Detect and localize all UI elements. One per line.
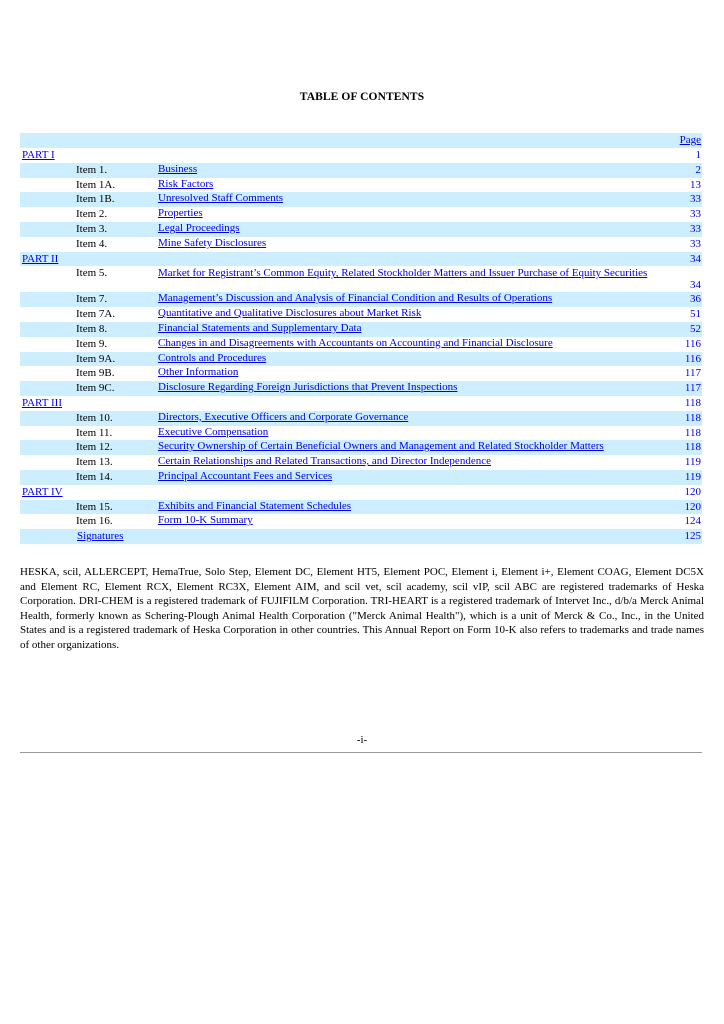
- page-column-header[interactable]: Page: [679, 134, 701, 146]
- toc-item-link[interactable]: Exhibits and Financial Statement Schedules: [158, 499, 352, 512]
- toc-page-number[interactable]: 33: [690, 193, 701, 206]
- toc-item-link[interactable]: Legal Proceedings: [158, 221, 240, 234]
- toc-item-number: Item 15.: [76, 500, 113, 513]
- toc-row: [20, 426, 702, 441]
- toc-item-number: Item 14.: [76, 470, 113, 483]
- toc-row: [20, 207, 702, 222]
- toc-page-number[interactable]: 116: [684, 337, 701, 350]
- toc-page-number[interactable]: 118: [684, 426, 701, 439]
- toc-item-number: Item 11.: [76, 426, 113, 439]
- toc-item-link[interactable]: Properties: [158, 207, 203, 220]
- toc-item-link[interactable]: Mine Safety Disclosures: [158, 236, 267, 249]
- toc-row: [20, 222, 702, 237]
- toc-page-number[interactable]: 34: [690, 279, 701, 292]
- toc-row: [20, 470, 702, 485]
- toc-item-number: Item 5.: [76, 267, 108, 280]
- toc-item-link[interactable]: Management’s Discussion and Analysis of Financial Condition and Results of Operations: [158, 292, 553, 305]
- toc-item-link[interactable]: Risk Factors: [158, 177, 214, 190]
- toc-row: [20, 178, 702, 193]
- toc-item-number: Item 9A.: [76, 352, 116, 365]
- toc-page-number[interactable]: 13: [690, 178, 701, 191]
- toc-row: [20, 163, 702, 178]
- toc-page-number[interactable]: 51: [690, 308, 701, 321]
- toc-page-number[interactable]: 117: [684, 382, 701, 395]
- toc-item-number: Item 9B.: [76, 367, 115, 380]
- toc-item-number: Item 7.: [76, 293, 108, 306]
- toc-item-link[interactable]: Executive Compensation: [158, 425, 269, 438]
- toc-row: [20, 352, 702, 367]
- toc-item-link[interactable]: Directors, Executive Officers and Corporate Governance: [158, 410, 409, 423]
- toc-part-link[interactable]: PART III: [22, 396, 62, 409]
- toc-item-link[interactable]: Quantitative and Qualitative Disclosures about Market Risk: [158, 307, 422, 320]
- toc-item-link[interactable]: Security Ownership of Certain Beneficial Owners and Management and Related Stockholder Matters: [158, 440, 604, 453]
- toc-item-number: Item 7A.: [76, 308, 116, 321]
- toc-row: [20, 440, 702, 455]
- toc-part-row: [20, 148, 702, 163]
- trademark-paragraph: HESKA, scil, ALLERCEPT, HemaTrue, Solo Step, Element DC, Element HT5, Element POC, Element i, Element i+, Element COAG, Element DC5X and Element RC, Element RCX, Element RC3X, Element AIM, and scil vet, scil academy, scil vIP, scil ABC are registered trademarks of Heska Corporation. DRI-CHEM is a registered trademark of FUJIFILM Corporation. TRI-HEART is a registered trademark of Intervet Inc., d/b/a Merck Animal Health, formerly known as Schering-Plough Animal Health Corporation ("Merck Animal Health"), which is a unit of Merck & Co., Inc., in the United States and is a registered trademark of Heska Corporation in other countries. This Annual Report on Form 10-K also refers to trademarks and trade names of other organizations.: [20, 566, 704, 651]
- toc-row: [20, 307, 702, 322]
- toc-page-number[interactable]: 34: [690, 252, 701, 265]
- toc-item-link[interactable]: Changes in and Disagreements with Accountants on Accounting and Financial Disclosure: [158, 336, 553, 349]
- toc-row: [20, 337, 702, 352]
- toc-item-number: Item 2.: [76, 208, 108, 221]
- toc-item-number: Item 13.: [76, 456, 113, 469]
- toc-item-link[interactable]: Unresolved Staff Comments: [158, 192, 284, 205]
- toc-item-number: Item 8.: [76, 322, 108, 335]
- toc-row: [20, 322, 702, 337]
- toc-item-number: Item 12.: [76, 441, 113, 454]
- toc-page-number[interactable]: 120: [684, 485, 701, 498]
- toc-row: [20, 411, 702, 426]
- toc-row: [20, 366, 702, 381]
- toc-item-link[interactable]: Form 10-K Summary: [158, 514, 253, 527]
- toc-page-number[interactable]: 125: [684, 530, 701, 543]
- toc-row: [20, 500, 702, 515]
- toc-page-number[interactable]: 124: [684, 515, 701, 528]
- toc-item-link[interactable]: Business: [158, 162, 198, 175]
- toc-part-link[interactable]: PART IV: [22, 485, 63, 498]
- toc-page-number[interactable]: 33: [690, 208, 701, 221]
- toc-page-number[interactable]: 119: [684, 456, 701, 469]
- toc-item-number: Item 9C.: [76, 382, 115, 395]
- toc-part-row: [20, 485, 702, 500]
- toc-page-number[interactable]: 117: [684, 367, 701, 380]
- toc-row: [20, 192, 702, 207]
- toc-row: [20, 266, 702, 292]
- toc-part-row: [20, 252, 702, 267]
- page-title: TABLE OF CONTENTS: [299, 91, 425, 103]
- toc-row: [20, 292, 702, 307]
- toc-item-link[interactable]: Disclosure Regarding Foreign Jurisdictions that Prevent Inspections: [158, 381, 458, 394]
- toc-part-link[interactable]: PART I: [22, 149, 55, 161]
- toc-item-number: Item 1.: [76, 163, 108, 176]
- toc-part-row: [20, 396, 702, 411]
- toc-page-number[interactable]: 36: [690, 293, 701, 306]
- signatures-link[interactable]: Signatures: [77, 530, 124, 543]
- toc-item-number: Item 10.: [76, 411, 113, 424]
- toc-page-number[interactable]: 116: [684, 352, 701, 365]
- toc-page-number[interactable]: 120: [684, 500, 701, 513]
- toc-page-number[interactable]: 2: [695, 163, 701, 176]
- toc-page-number[interactable]: 118: [684, 396, 701, 409]
- toc-item-link[interactable]: Other Information: [158, 366, 239, 379]
- toc-header-row: [20, 133, 702, 148]
- toc-row: [20, 514, 702, 529]
- toc-item-link[interactable]: Principal Accountant Fees and Services: [158, 469, 333, 482]
- toc-item-link[interactable]: Controls and Procedures: [158, 351, 267, 364]
- page-divider: [20, 752, 702, 753]
- toc-row: [20, 381, 702, 396]
- toc-page-number[interactable]: 119: [684, 470, 701, 483]
- toc-page-number[interactable]: 118: [684, 441, 701, 454]
- toc-item-link[interactable]: Market for Registrant’s Common Equity, Related Stockholder Matters and Issuer Purchase of Equity Securities: [158, 267, 648, 280]
- toc-page-number[interactable]: 118: [684, 411, 701, 424]
- toc-item-number: Item 4.: [76, 237, 108, 250]
- toc-page-number[interactable]: 1: [695, 149, 701, 161]
- toc-item-link[interactable]: Certain Relationships and Related Transactions, and Director Independence: [158, 455, 491, 468]
- toc-page-number[interactable]: 52: [690, 322, 701, 335]
- table-of-contents: [20, 133, 702, 544]
- toc-item-number: Item 3.: [76, 222, 108, 235]
- toc-row: [20, 529, 702, 544]
- toc-row: [20, 455, 702, 470]
- toc-row: [20, 237, 702, 252]
- toc-part-link[interactable]: PART II: [22, 252, 59, 265]
- toc-item-number: Item 16.: [76, 515, 113, 528]
- toc-item-number: Item 9.: [76, 337, 108, 350]
- toc-page-number[interactable]: 33: [690, 222, 701, 235]
- toc-page-number[interactable]: 33: [690, 237, 701, 250]
- page-number: -i-: [356, 734, 368, 746]
- toc-item-number: Item 1A.: [76, 178, 116, 191]
- toc-item-link[interactable]: Financial Statements and Supplementary Data: [158, 321, 362, 334]
- toc-item-number: Item 1B.: [76, 193, 115, 206]
